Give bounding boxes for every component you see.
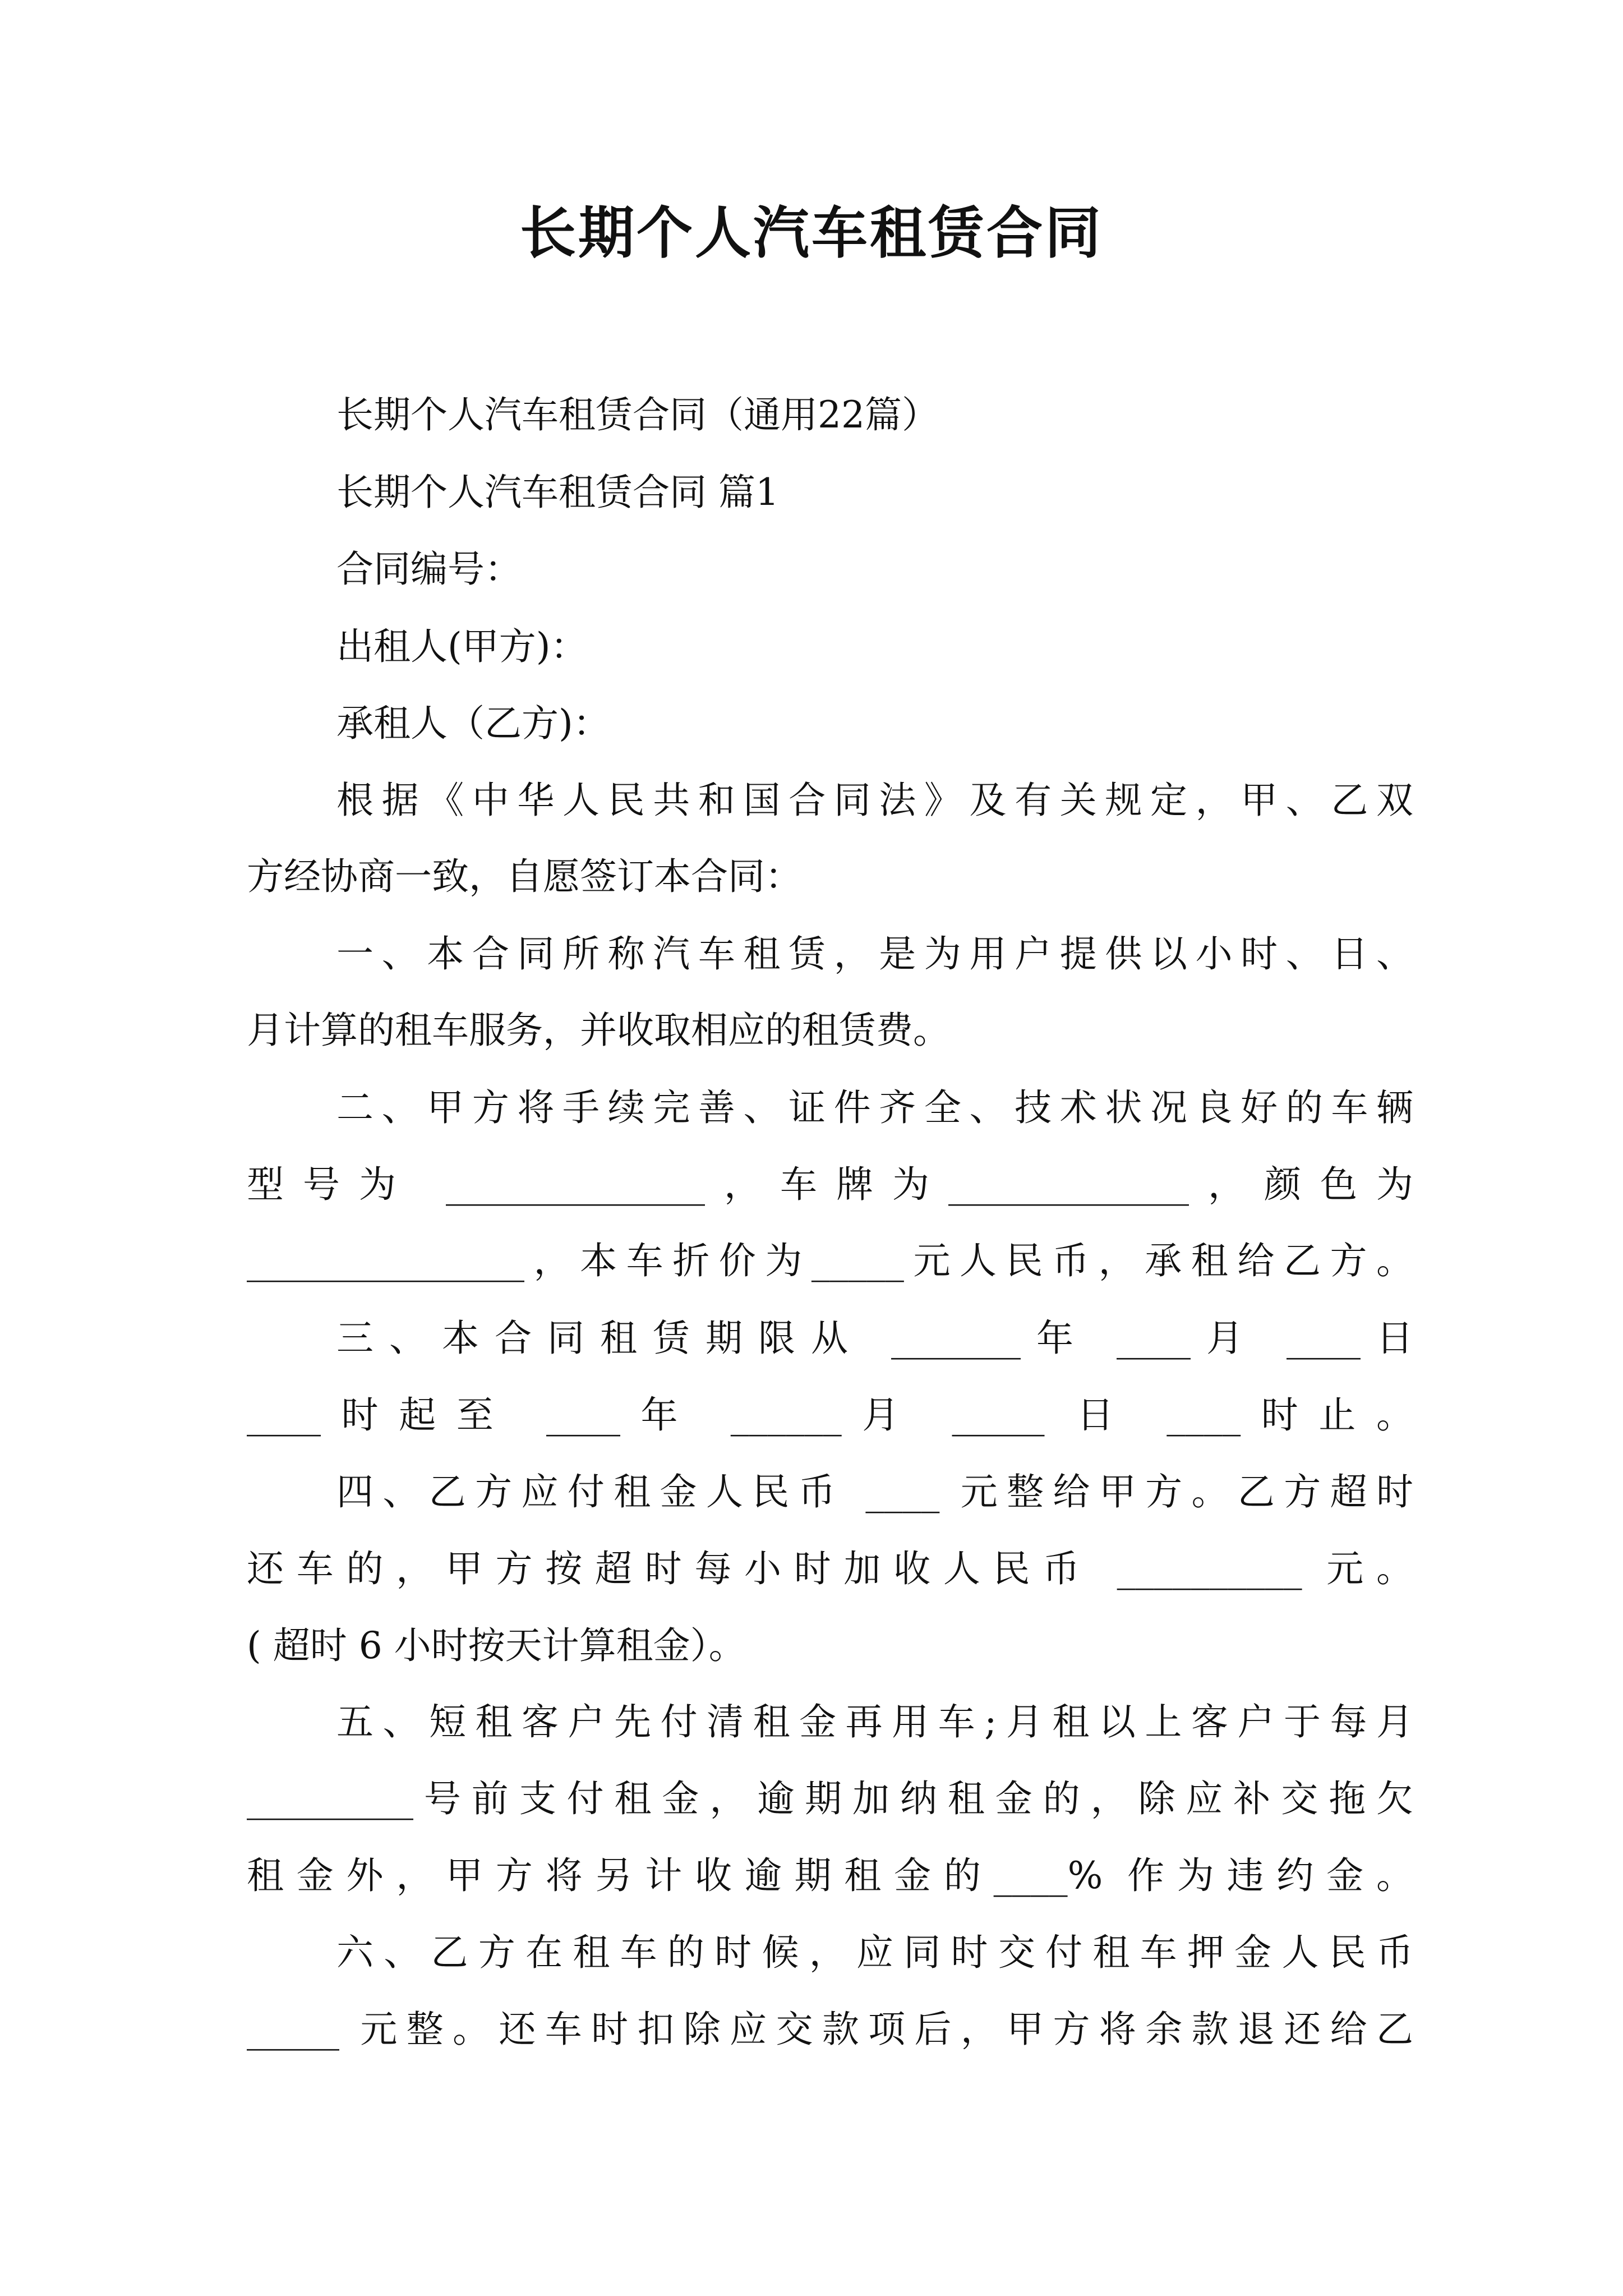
- document-title: 长期个人汽车租赁合同: [520, 200, 1103, 266]
- clause-line: 型号为 ______________，车牌为_____________，颜色为: [247, 1163, 1413, 1206]
- lessor-label: 出租人(甲方)：: [336, 625, 588, 668]
- lessee-label: 承租人（乙方)：: [336, 702, 610, 745]
- clause-line: 租金外，甲方将另计收逾期租金的____% 作为违约金。: [247, 1854, 1413, 1897]
- clause-line: 五、短租客户先付清租金再用车;月租以上客户于每月: [336, 1700, 1413, 1743]
- clause-line: ____时起至 ____年 ______月 _____ 日 ____时止。: [247, 1393, 1413, 1437]
- clause-line: _________号前支付租金，逾期加纳租金的，除应补交拖欠: [247, 1777, 1413, 1820]
- clause-line: 一、本合同所称汽车租赁，是为用户提供以小时、日、: [336, 932, 1413, 976]
- paragraph-line: 根据《中华人民共和国合同法》及有关规定，甲、乙双: [336, 779, 1413, 822]
- subtitle-line: 长期个人汽车租赁合同（通用22篇）: [336, 393, 939, 436]
- clause-line: 四、乙方应付租金人民币 ____ 元整给甲方。乙方超时: [336, 1470, 1413, 1513]
- clause-line: 六、乙方在租车的时候，应同时交付租车押金人民币: [336, 1931, 1413, 1974]
- clause-line: 还车的，甲方按超时每小时加收人民币 __________ 元。: [247, 1547, 1413, 1590]
- contract-number-label: 合同编号：: [336, 547, 522, 591]
- clause-line: 月计算的租车服务，并收取相应的租赁费。: [247, 1009, 950, 1052]
- paragraph-line: 方经协商一致，自愿签订本合同：: [247, 855, 802, 898]
- clause-line: _____ 元整。还车时扣除应交款项后，甲方将余款退还给乙: [247, 2008, 1413, 2051]
- clause-line: 三、本合同租赁期限从 _______年 ____月 ____日: [336, 1317, 1413, 1360]
- clause-line: ( 超时 6 小时按天计算租金）。: [247, 1624, 746, 1667]
- clause-line: 二、甲方将手续完善、证件齐全、技术状况良好的车辆: [336, 1086, 1413, 1129]
- clause-line: _______________，本车折价为_____元人民币，承租给乙方。: [247, 1239, 1413, 1282]
- section-heading: 长期个人汽车租赁合同 篇1: [336, 471, 779, 514]
